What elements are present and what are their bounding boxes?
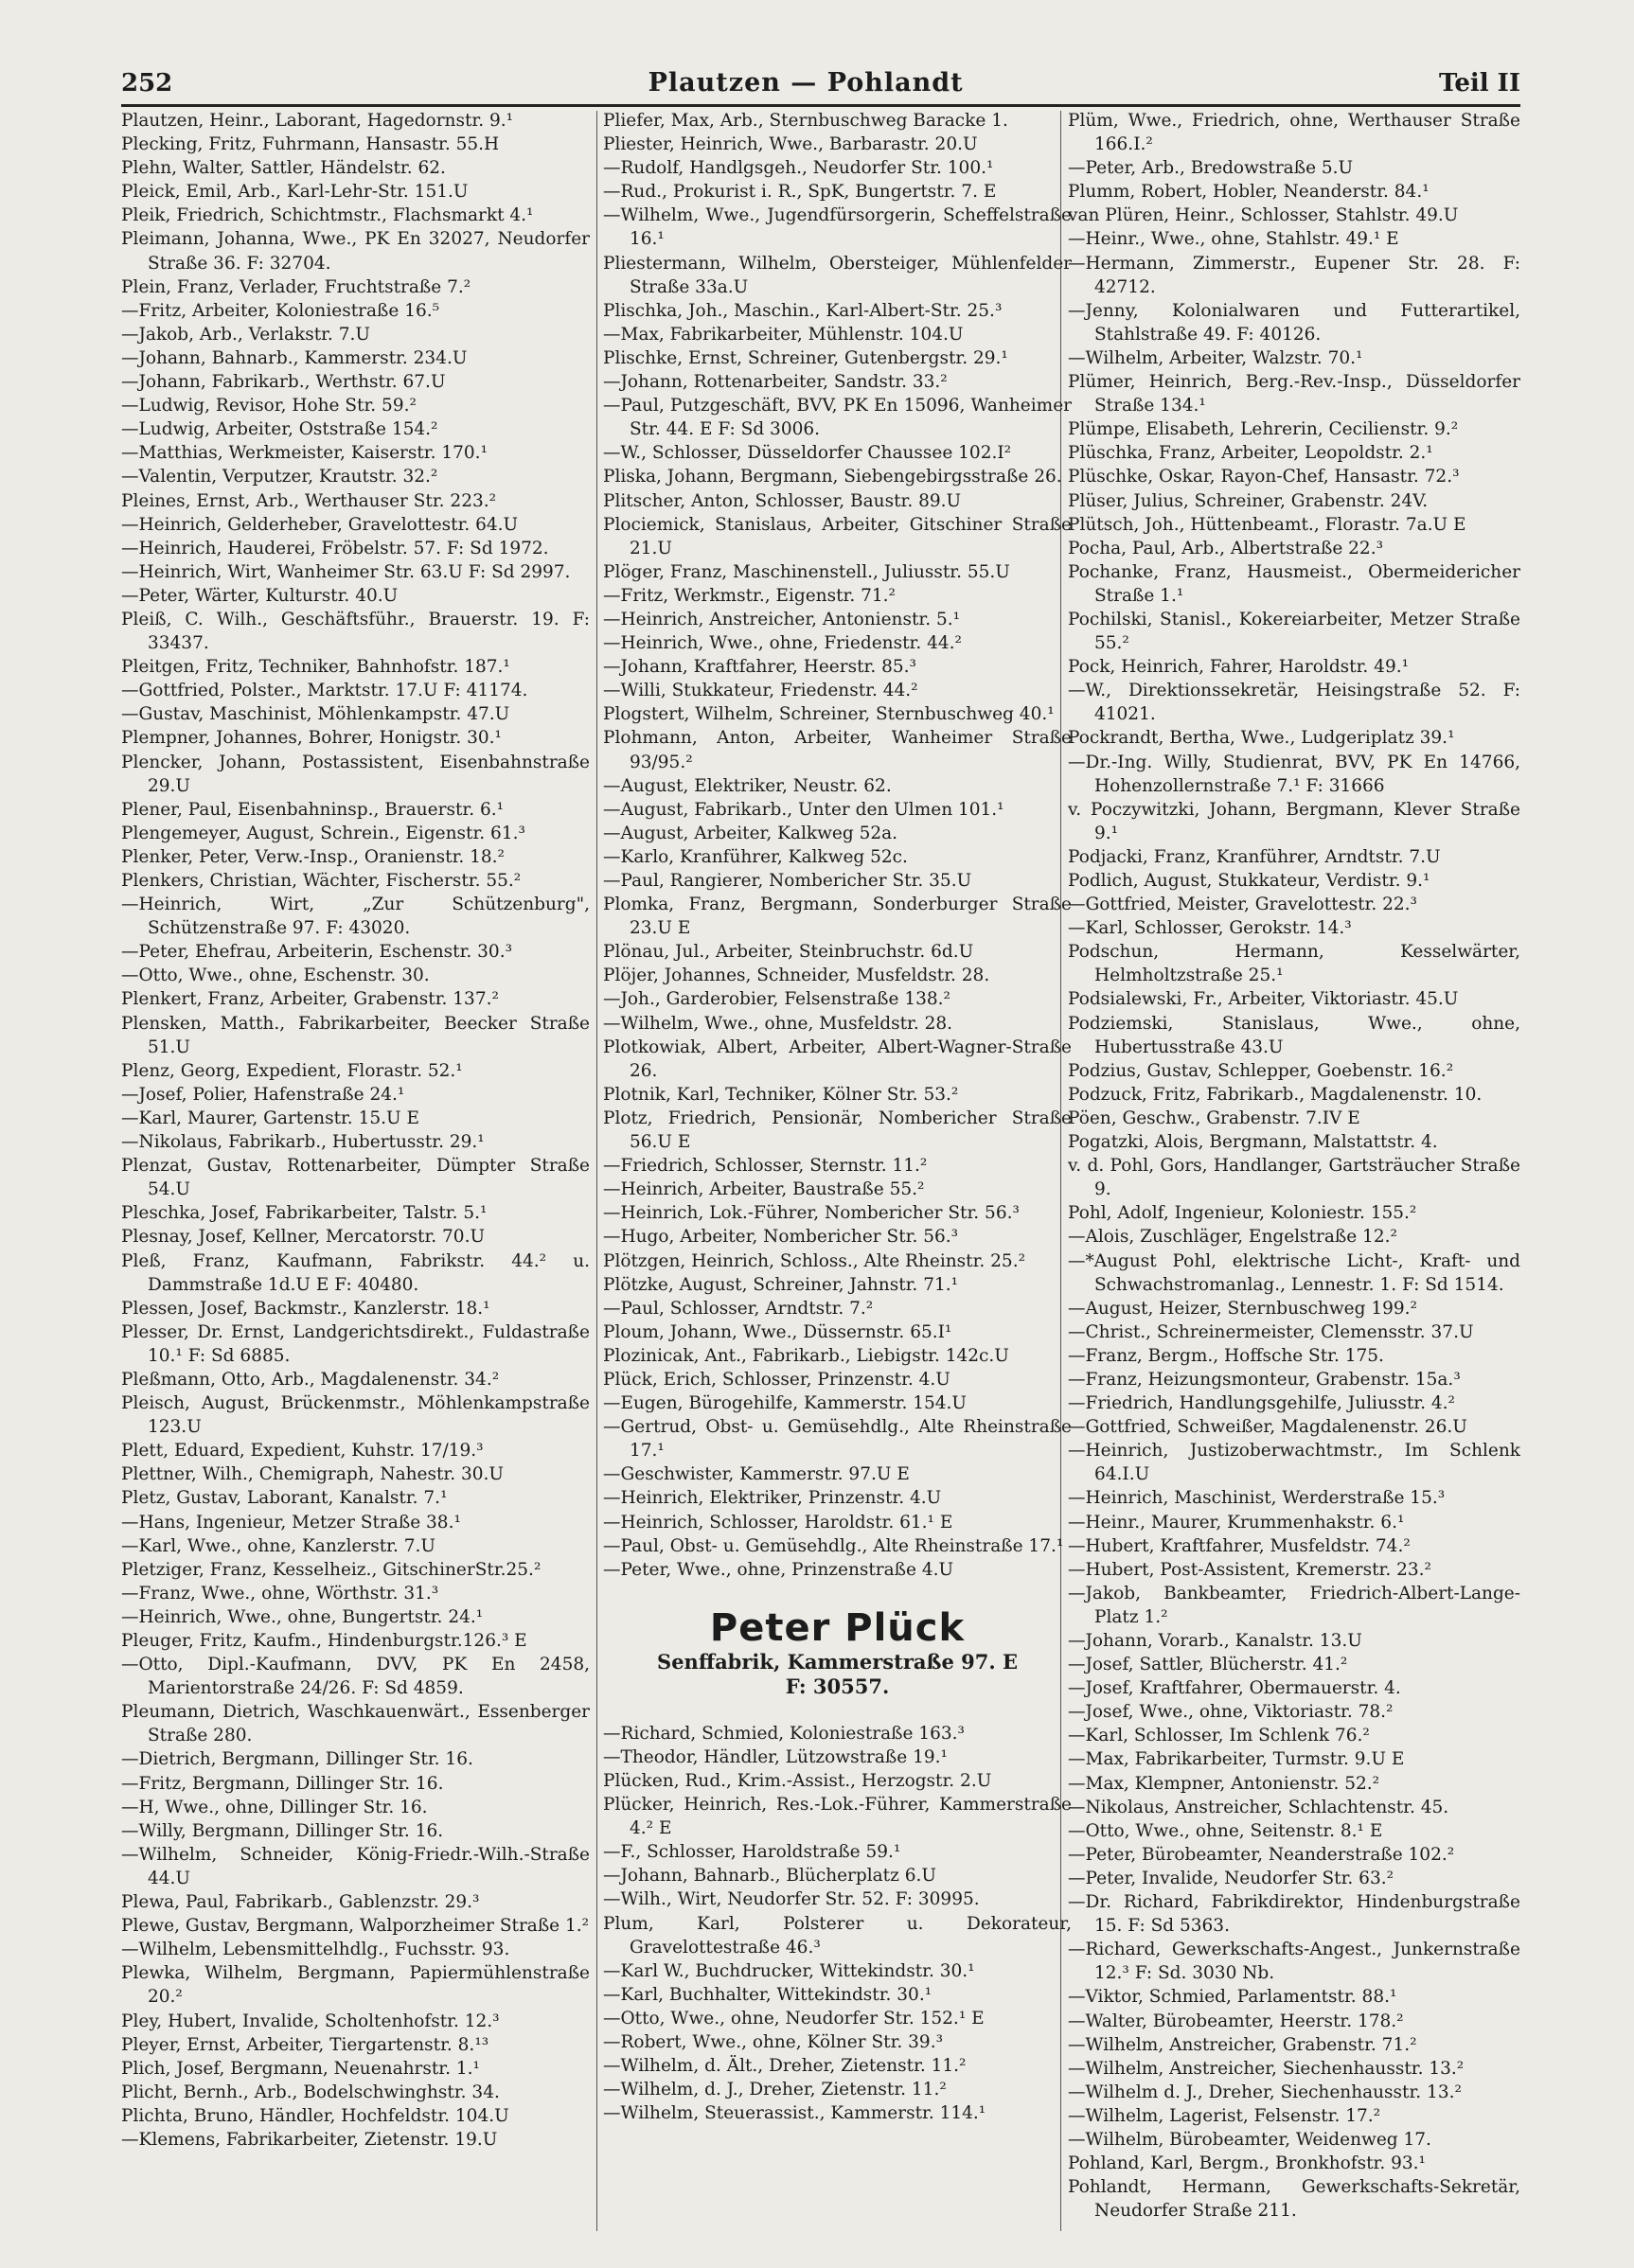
directory-entry: Pleyer, Ernst, Arbeiter, Tiergartenstr. 8.¹³ bbox=[121, 2034, 489, 2055]
directory-entry: Plümpe, Elisabeth, Lehrerin, Cecilienstr. 9.² bbox=[1068, 419, 1459, 440]
directory-entry: —Max, Klempner, Antonienstr. 52.² bbox=[1068, 1773, 1380, 1794]
directory-entry: Podlich, August, Stukkateur, Verdistr. 9.¹ bbox=[1068, 871, 1430, 891]
directory-entry: Plenkert, Franz, Arbeiter, Grabenstr. 137.² bbox=[121, 989, 499, 1010]
directory-entry: —Max, Fabrikarbeiter, Turmstr. 9.U E bbox=[1068, 1749, 1405, 1770]
directory-entry: —Matthias, Werkmeister, Kaiserstr. 170.¹ bbox=[121, 443, 488, 464]
directory-entry: —Nikolaus, Fabrikarb., Hubertusstr. 29.¹ bbox=[121, 1132, 485, 1153]
directory-entry: Pleuger, Fritz, Kaufm., Hindenburgstr.126.³ E bbox=[121, 1631, 527, 1651]
directory-entry: Plesnay, Josef, Kellner, Mercatorstr. 70.U bbox=[121, 1227, 486, 1248]
directory-entry: —Dr. Richard, Fabrikdirektor, Hindenburgstraße 15. F: Sd 5363. bbox=[1068, 1892, 1520, 1937]
directory-entry: —Walter, Bürobeamter, Heerstr. 178.² bbox=[1068, 2011, 1404, 2031]
directory-entry: —Johann, Bahnarb., Kammerstr. 234.U bbox=[121, 347, 468, 368]
directory-entry: —Josef, Kraftfahrer, Obermauerstr. 4. bbox=[1068, 1678, 1401, 1699]
directory-entry: —Wilhelm, Bürobeamter, Weidenweg 17. bbox=[1068, 2129, 1431, 2150]
directory-entry: Plenkers, Christian, Wächter, Fischerstr. 55.² bbox=[121, 871, 522, 891]
directory-entry: Pley, Hubert, Invalide, Scholtenhofstr. 12.³ bbox=[121, 2011, 500, 2031]
directory-entry: —Viktor, Schmied, Parlamentstr. 88.¹ bbox=[1068, 1987, 1397, 2008]
directory-entry: —Hugo, Arbeiter, Nombericher Str. 56.³ bbox=[603, 1227, 959, 1248]
directory-entry: Plensken, Matth., Fabrikarbeiter, Beecker Straße 51.U bbox=[121, 1013, 590, 1057]
directory-entry: —Paul, Putzgeschäft, BVV, PK En 15096, Wanheimer Str. 44. E F: Sd 3006. bbox=[603, 396, 1072, 440]
directory-entry: —Friedrich, Handlungsgehilfe, Juliusstr. 4.² bbox=[1068, 1393, 1455, 1414]
directory-entry: —Peter, Arb., Bredowstraße 5.U bbox=[1068, 158, 1354, 179]
directory-entry: —Josef, Wwe., ohne, Viktoriastr. 78.² bbox=[1068, 1702, 1394, 1723]
directory-entry: Plötzke, August, Schreiner, Jahnstr. 71.¹ bbox=[603, 1274, 959, 1295]
directory-entry: Pochilski, Stanisl., Kokereiarbeiter, Metzer Straße 55.² bbox=[1068, 609, 1520, 654]
directory-entry: Podjacki, Franz, Kranführer, Arndtstr. 7.U bbox=[1068, 846, 1441, 867]
directory-entry: Plener, Paul, Eisenbahninsp., Brauerstr. 6.¹ bbox=[121, 799, 505, 820]
directory-entry: —Rudolf, Handlgsgeh., Neudorfer Str. 100.¹ bbox=[603, 158, 994, 179]
directory-entry: —Theodor, Händler, Lützowstraße 19.¹ bbox=[603, 1746, 948, 1767]
directory-entry: —Franz, Heizungsmonteur, Grabenstr. 15a.³ bbox=[1068, 1369, 1461, 1390]
directory-entry: Plomka, Franz, Bergmann, Sonderburger Straße 23.U E bbox=[603, 895, 1072, 939]
directory-entry: Plücker, Heinrich, Res.-Lok.-Führer, Kammerstraße 4.² E bbox=[603, 1795, 1072, 1839]
directory-entry: —Josef, Polier, Hafenstraße 24.¹ bbox=[121, 1084, 405, 1105]
directory-entry: Pleiß, C. Wilh., Geschäftsführ., Brauerstr. 19. F: 33437. bbox=[121, 609, 590, 654]
directory-entry: Ploum, Johann, Wwe., Düssernstr. 65.I¹ bbox=[603, 1321, 952, 1342]
directory-entry: v. Poczywitzki, Johann, Bergmann, Klever Straße 9.¹ bbox=[1068, 799, 1520, 843]
directory-entry: Plöger, Franz, Maschinenstell., Juliusstr. 55.U bbox=[603, 561, 1010, 582]
directory-entry: —Ludwig, Revisor, Hohe Str. 59.² bbox=[121, 396, 417, 416]
directory-entry: —Johann, Vorarb., Kanalstr. 13.U bbox=[1068, 1631, 1362, 1651]
directory-entry: Plewe, Gustav, Bergmann, Walporzheimer Straße 1.² bbox=[121, 1916, 590, 1937]
directory-entry: v. d. Pohl, Gors, Handlanger, Gartsträucher Straße 9. bbox=[1068, 1156, 1520, 1200]
page-number: 252 bbox=[121, 69, 173, 97]
directory-entry: —Wilhelm, Steuerassist., Kammerstr. 114.¹ bbox=[603, 2103, 986, 2124]
directory-entry: van Plüren, Heinr., Schlosser, Stahlstr. 49.U bbox=[1068, 205, 1459, 226]
directory-entry: —Fritz, Werkmstr., Eigenstr. 71.² bbox=[603, 585, 896, 606]
directory-entry: —Heinrich, Hauderei, Fröbelstr. 57. F: Sd 1972. bbox=[121, 538, 549, 558]
directory-entry: —Heinr., Maurer, Krummenhakstr. 6.¹ bbox=[1068, 1512, 1405, 1533]
directory-entry: Plett, Eduard, Expedient, Kuhstr. 17/19.³ bbox=[121, 1441, 484, 1462]
directory-entry: Plönau, Jul., Arbeiter, Steinbruchstr. 6d.U bbox=[603, 942, 974, 963]
directory-entry: —Nikolaus, Anstreicher, Schlachtenstr. 45. bbox=[1068, 1797, 1449, 1817]
directory-entry: Plein, Franz, Verlader, Fruchtstraße 7.² bbox=[121, 276, 471, 297]
directory-entry: —Fritz, Arbeiter, Koloniestraße 16.⁵ bbox=[121, 300, 440, 321]
directory-entry: Pleimann, Johanna, Wwe., PK En 32027, Neudorfer Straße 36. F: 32704. bbox=[121, 229, 590, 274]
directory-entry: —Jakob, Arb., Verlakstr. 7.U bbox=[121, 324, 370, 345]
directory-entry: —Karl, Buchhalter, Wittekindstr. 30.¹ bbox=[603, 1984, 932, 2005]
directory-entry: —Peter, Wwe., ohne, Prinzenstraße 4.U bbox=[603, 1559, 954, 1580]
directory-entry: Plütsch, Joh., Hüttenbeamt., Florastr. 7a.U E bbox=[1068, 514, 1466, 535]
directory-entry: —W., Direktionssekretär, Heisingstraße 52. F: 41021. bbox=[1068, 681, 1520, 725]
directory-entry: Plischka, Joh., Maschin., Karl-Albert-Str. 25.³ bbox=[603, 300, 1003, 321]
directory-entry: —Richard, Gewerkschafts-Angest., Junkernstraße 12.³ F: Sd. 3030 Nb. bbox=[1068, 1940, 1520, 1984]
directory-entry: Plautzen, Heinr., Laborant, Hagedornstr. 9.¹ bbox=[121, 111, 514, 131]
directory-entry: —Peter, Wärter, Kulturstr. 40.U bbox=[121, 585, 399, 606]
directory-entry: Plum, Karl, Polsterer u. Dekorateur, Gravelottestraße 46.³ bbox=[603, 1913, 1072, 1958]
directory-entry: Pletz, Gustav, Laborant, Kanalstr. 7.¹ bbox=[121, 1488, 448, 1509]
directory-entry: Plewka, Wilhelm, Bergmann, Papiermühlenstraße 20.² bbox=[121, 1963, 590, 2008]
directory-entry: —Heinrich, Maschinist, Werderstraße 15.³ bbox=[1068, 1488, 1446, 1509]
directory-entry: —Dr.-Ing. Willy, Studienrat, BVV, PK En 14766, Hohenzollernstraße 7.¹ F: 31666 bbox=[1068, 752, 1520, 796]
directory-entry: Podzuck, Fritz, Fabrikarb., Magdalenenstr. 10. bbox=[1068, 1084, 1483, 1105]
column-2 bbox=[603, 109, 1072, 2253]
directory-entry: —Wilhelm, Anstreicher, Grabenstr. 71.² bbox=[1068, 2034, 1417, 2055]
directory-entry: Podschun, Hermann, Kesselwärter, Helmholtzstraße 25.¹ bbox=[1068, 942, 1520, 986]
header-rule bbox=[121, 104, 1520, 107]
directory-entry: —Heinrich, Gelderheber, Gravelottestr. 64.U bbox=[121, 514, 519, 535]
directory-entry: Pleick, Emil, Arb., Karl-Lehr-Str. 151.U bbox=[121, 182, 469, 203]
directory-entry: —Wilh., Wirt, Neudorfer Str. 52. F: 30995. bbox=[603, 1889, 980, 1910]
directory-entry: Pleik, Friedrich, Schichtmstr., Flachsmarkt 4.¹ bbox=[121, 205, 534, 226]
directory-entry: Plötzgen, Heinrich, Schloss., Alte Rheinstr. 25.² bbox=[603, 1250, 1025, 1271]
directory-entry: Pochanke, Franz, Hausmeist., Obermeidericher Straße 1.¹ bbox=[1068, 561, 1520, 606]
directory-entry: —Heinrich, Schlosser, Haroldstr. 61.¹ E bbox=[603, 1512, 953, 1533]
directory-entry: —Otto, Wwe., ohne, Neudorfer Str. 152.¹ E bbox=[603, 2008, 985, 2029]
directory-entry: —Karlo, Kranführer, Kalkweg 52c. bbox=[603, 846, 908, 867]
directory-entry: Pleschka, Josef, Fabrikarbeiter, Talstr. 5.¹ bbox=[121, 1203, 488, 1224]
directory-entry: Plecking, Fritz, Fuhrmann, Hansastr. 55.H bbox=[121, 134, 500, 155]
directory-entry: —Gottfried, Polster., Marktstr. 17.U F: 41174. bbox=[121, 681, 528, 701]
directory-entry: —Christ., Schreinermeister, Clemensstr. 37.U bbox=[1068, 1321, 1474, 1342]
directory-entry: Pliska, Johann, Bergmann, Siebengebirgsstraße 26. bbox=[603, 467, 1062, 487]
directory-entry: —Johann, Kraftfahrer, Heerstr. 85.³ bbox=[603, 657, 916, 678]
directory-entry: Plesser, Dr. Ernst, Landgerichtsdirekt., Fuldastraße 10.¹ F: Sd 6885. bbox=[121, 1321, 590, 1366]
directory-entry: —Heinrich, Wwe., ohne, Bungertstr. 24.¹ bbox=[121, 1606, 484, 1627]
directory-entry: —Paul, Rangierer, Nombericher Str. 35.U bbox=[603, 871, 972, 891]
directory-entry: Pohland, Karl, Bergm., Bronkhofstr. 93.¹ bbox=[1068, 2153, 1426, 2174]
directory-entry: —August, Heizer, Sternbuschweg 199.² bbox=[1068, 1298, 1417, 1319]
directory-entry: Pohlandt, Hermann, Gewerkschafts-Sekretär, Neudorfer Straße 211. bbox=[1068, 2177, 1520, 2222]
directory-entry: Plozinicak, Ant., Fabrikarb., Liebigstr. 142c.U bbox=[603, 1345, 1009, 1366]
directory-entry: —Heinrich, Elektriker, Prinzenstr. 4.U bbox=[603, 1488, 942, 1509]
directory-entry: Plischke, Ernst, Schreiner, Gutenbergstr. 29.¹ bbox=[603, 347, 1008, 368]
directory-entry: Podsialewski, Fr., Arbeiter, Viktoriastr. 45.U bbox=[1068, 989, 1459, 1010]
directory-entry: Plociemick, Stanislaus, Arbeiter, Gitschiner Straße 21.U bbox=[603, 514, 1072, 558]
directory-columns bbox=[121, 109, 1520, 2253]
directory-entry: —Heinrich, Wirt, „Zur Schützenburg", Schützenstraße 97. F: 43020. bbox=[121, 895, 590, 939]
directory-entry: —Klemens, Fabrikarbeiter, Zietenstr. 19.U bbox=[121, 2129, 498, 2150]
directory-entry: —Karl, Schlosser, Im Schlenk 76.² bbox=[1068, 1726, 1370, 1746]
directory-entry: Plettner, Wilh., Chemigraph, Nahestr. 30.U bbox=[121, 1464, 505, 1485]
directory-entry: —Wilhelm, Anstreicher, Siechenhausstr. 13.² bbox=[1068, 2058, 1465, 2079]
directory-entry: —Geschwister, Kammerstr. 97.U E bbox=[603, 1464, 910, 1485]
directory-entry: Pogatzki, Alois, Bergmann, Malstattstr. 4. bbox=[1068, 1132, 1438, 1153]
directory-entry: Pleß, Franz, Kaufmann, Fabrikstr. 44.² u. Dammstraße 1d.U E F: 40480. bbox=[121, 1250, 590, 1295]
directory-entry: Plenzat, Gustav, Rottenarbeiter, Dümpter Straße 54.U bbox=[121, 1156, 590, 1200]
directory-entry: Pleines, Ernst, Arb., Werthauser Str. 223.² bbox=[121, 490, 497, 511]
directory-entry: —Hubert, Kraftfahrer, Musfeldstr. 74.² bbox=[1068, 1535, 1411, 1556]
directory-entry: —Wilhelm, d. Ält., Dreher, Zietenstr. 11.² bbox=[603, 2056, 967, 2077]
directory-entry: —Wilhelm, Lebensmittelhdlg., Fuchsstr. 93. bbox=[121, 1940, 510, 1960]
column-divider bbox=[596, 111, 597, 2231]
directory-entry: Plengemeyer, August, Schrein., Eigenstr. 61.³ bbox=[121, 823, 525, 843]
directory-entry: Plüschka, Franz, Arbeiter, Leopoldstr. 2.¹ bbox=[1068, 443, 1433, 464]
advertisement bbox=[603, 1606, 1072, 1699]
directory-entry: Plöjer, Johannes, Schneider, Musfeldstr. 28. bbox=[603, 966, 990, 986]
directory-entry: —Ludwig, Arbeiter, Oststraße 154.² bbox=[121, 419, 438, 440]
directory-entry: —Willi, Stukkateur, Friedenstr. 44.² bbox=[603, 681, 918, 701]
directory-entry: —Heinrich, Arbeiter, Baustraße 55.² bbox=[603, 1179, 925, 1200]
directory-entry: —Max, Fabrikarbeiter, Mühlenstr. 104.U bbox=[603, 324, 964, 345]
directory-entry: —Wilhelm, d. J., Dreher, Zietenstr. 11.² bbox=[603, 2080, 947, 2100]
directory-entry: Pliester, Heinrich, Wwe., Barbarastr. 20.U bbox=[603, 134, 978, 155]
directory-entry: —Karl W., Buchdrucker, Wittekindstr. 30.¹ bbox=[603, 1960, 975, 1981]
directory-entry: —Johann, Fabrikarb., Werthstr. 67.U bbox=[121, 372, 446, 393]
directory-entry: —Karl, Schlosser, Gerokstr. 14.³ bbox=[1068, 918, 1352, 939]
directory-entry: —Paul, Schlosser, Arndtstr. 7.² bbox=[603, 1298, 874, 1319]
directory-entry: —Jakob, Bankbeamter, Friedrich-Albert-Lange-Platz 1.² bbox=[1068, 1583, 1520, 1627]
directory-entry: —Josef, Sattler, Blücherstr. 41.² bbox=[1068, 1655, 1348, 1675]
directory-entry: —Heinrich, Wirt, Wanheimer Str. 63.U F: Sd 2997. bbox=[121, 561, 571, 582]
directory-entry: —Gottfried, Meister, Gravelottestr. 22.³ bbox=[1068, 895, 1417, 915]
directory-entry: —Wilhelm, Lagerist, Felsenstr. 17.² bbox=[1068, 2105, 1381, 2126]
directory-entry: —Franz, Bergm., Hoffsche Str. 175. bbox=[1068, 1345, 1384, 1366]
directory-entry: —Willy, Bergmann, Dillinger Str. 16. bbox=[121, 1820, 444, 1841]
directory-entry: —Gertrud, Obst- u. Gemüsehdlg., Alte Rheinstraße 17.¹ bbox=[603, 1417, 1072, 1462]
directory-entry: —Wilhelm d. J., Dreher, Siechenhausstr. 13.² bbox=[1068, 2082, 1462, 2102]
directory-entry: Plümer, Heinrich, Berg.-Rev.-Insp., Düsseldorfer Straße 134.¹ bbox=[1068, 372, 1520, 416]
directory-entry: Plichta, Bruno, Händler, Hochfeldstr. 104.U bbox=[121, 2105, 509, 2126]
directory-entry: —W., Schlosser, Düsseldorfer Chaussee 102.I² bbox=[603, 443, 1012, 464]
directory-entry: —Valentin, Verputzer, Krautstr. 32.² bbox=[121, 467, 438, 487]
directory-entry: Plich, Josef, Bergmann, Neuenahrstr. 1.¹ bbox=[121, 2058, 480, 2079]
directory-entry: —Gustav, Maschinist, Möhlenkampstr. 47.U bbox=[121, 704, 510, 725]
directory-entry: —Johann, Rottenarbeiter, Sandstr. 33.² bbox=[603, 372, 948, 393]
directory-entry: Pöen, Geschw., Grabenstr. 7.IV E bbox=[1068, 1107, 1360, 1128]
directory-entry: —Alois, Zuschläger, Engelstraße 12.² bbox=[1068, 1227, 1397, 1248]
directory-entry: —Heinrich, Wwe., ohne, Friedenstr. 44.² bbox=[603, 633, 962, 654]
section-label: Teil II bbox=[1438, 69, 1520, 97]
column-3 bbox=[1068, 109, 1520, 2253]
directory-entry: Pleumann, Dietrich, Waschkauenwärt., Essenberger Straße 280. bbox=[121, 1702, 590, 1746]
directory-entry: Pohl, Adolf, Ingenieur, Koloniestr. 155.² bbox=[1068, 1203, 1417, 1224]
directory-entry: —Friedrich, Schlosser, Sternstr. 11.² bbox=[603, 1156, 928, 1177]
directory-entry: —Gottfried, Schweißer, Magdalenenstr. 26.U bbox=[1068, 1417, 1467, 1438]
directory-entry: Plotz, Friedrich, Pensionär, Nombericher Straße 56.U E bbox=[603, 1107, 1072, 1153]
directory-entry: —Heinrich, Lok.-Führer, Nombericher Str. 56.³ bbox=[603, 1203, 1020, 1224]
directory-entry: Plücken, Rud., Krim.-Assist., Herzogstr. 2.U bbox=[603, 1771, 992, 1791]
directory-entry: Plüm, Wwe., Friedrich, ohne, Werthauser Straße 166.I.² bbox=[1068, 111, 1520, 155]
directory-entry: Plitscher, Anton, Schlosser, Baustr. 89.U bbox=[603, 490, 962, 511]
directory-entry: —Richard, Schmied, Koloniestraße 163.³ bbox=[603, 1723, 965, 1744]
directory-entry: —Robert, Wwe., ohne, Kölner Str. 39.³ bbox=[603, 2032, 943, 2053]
directory-entry: —Wilhelm, Wwe., ohne, Musfeldstr. 28. bbox=[603, 1013, 953, 1034]
directory-entry: Plüschke, Oskar, Rayon-Chef, Hansastr. 72.³ bbox=[1068, 467, 1460, 487]
directory-entry: —Eugen, Bürogehilfe, Kammerstr. 154.U bbox=[603, 1393, 967, 1414]
directory-entry: —Hubert, Post-Assistent, Kremerstr. 23.² bbox=[1068, 1559, 1431, 1580]
directory-entry: —Fritz, Bergmann, Dillinger Str. 16. bbox=[121, 1773, 444, 1794]
directory-entry: Pletziger, Franz, Kesselheiz., GitschinerStr.25.² bbox=[121, 1559, 542, 1580]
directory-entry: —H, Wwe., ohne, Dillinger Str. 16. bbox=[121, 1797, 428, 1817]
directory-entry: —Peter, Bürobeamter, Neanderstraße 102.² bbox=[1068, 1844, 1455, 1865]
directory-entry: —August, Fabrikarb., Unter den Ulmen 101.¹ bbox=[603, 799, 1004, 820]
directory-entry: —Wilhelm, Schneider, König-Friedr.-Wilh.-Straße 44.U bbox=[121, 1844, 590, 1888]
directory-entry: —Wilhelm, Wwe., Jugendfürsorgerin, Scheffelstraße 16.¹ bbox=[603, 205, 1072, 250]
directory-entry: Podzius, Gustav, Schlepper, Goebenstr. 16.² bbox=[1068, 1060, 1454, 1081]
directory-entry: —Franz, Wwe., ohne, Wörthstr. 31.³ bbox=[121, 1583, 439, 1604]
directory-entry: —Hermann, Zimmerstr., Eupener Str. 28. F: 42712. bbox=[1068, 253, 1520, 297]
directory-entry: —Heinr., Wwe., ohne, Stahlstr. 49.¹ E bbox=[1068, 229, 1399, 250]
ad-phone: F: 30557. bbox=[785, 1674, 890, 1698]
directory-entry: Pleßmann, Otto, Arb., Magdalenenstr. 34.² bbox=[121, 1369, 500, 1390]
directory-entry: —Karl, Maurer, Gartenstr. 15.U E bbox=[121, 1107, 419, 1128]
directory-entry: Plempner, Johannes, Bohrer, Honigstr. 30.¹ bbox=[121, 728, 502, 749]
page-header bbox=[121, 68, 1520, 106]
directory-entry: —Otto, Wwe., ohne, Eschenstr. 30. bbox=[121, 966, 430, 986]
directory-entry: Pockrandt, Bertha, Wwe., Ludgeriplatz 39.¹ bbox=[1068, 728, 1455, 749]
directory-entry: Plencker, Johann, Postassistent, Eisenbahnstraße 29.U bbox=[121, 752, 590, 796]
directory-entry: Plenker, Peter, Verw.-Insp., Oranienstr. 18.² bbox=[121, 846, 505, 867]
directory-entry: Plumm, Robert, Hobler, Neanderstr. 84.¹ bbox=[1068, 182, 1430, 203]
directory-entry: Plohmann, Anton, Arbeiter, Wanheimer Straße 93/95.² bbox=[603, 728, 1072, 772]
directory-entry: Plotkowiak, Albert, Arbeiter, Albert-Wagner-Straße 26. bbox=[603, 1037, 1072, 1081]
directory-entry: Pleisch, August, Brückenmstr., Möhlenkampstraße 123.U bbox=[121, 1393, 590, 1438]
directory-entry: Pocha, Paul, Arb., Albertstraße 22.³ bbox=[1068, 538, 1383, 558]
directory-entry: Plehn, Walter, Sattler, Händelstr. 62. bbox=[121, 158, 446, 179]
directory-entry: Plewa, Paul, Fabrikarb., Gablenzstr. 29.³ bbox=[121, 1892, 480, 1913]
running-title: Plautzen — Pohlandt bbox=[648, 68, 964, 97]
directory-entry: Plotnik, Karl, Techniker, Kölner Str. 53.² bbox=[603, 1084, 959, 1105]
directory-entry: —Otto, Dipl.-Kaufmann, DVV, PK En 2458, Marientorstraße 24/26. F: Sd 4859. bbox=[121, 1655, 590, 1699]
directory-entry: —Paul, Obst- u. Gemüsehdlg., Alte Rheinstraße 17.¹ bbox=[603, 1535, 1064, 1556]
directory-entry: —Jenny, Kolonialwaren und Futterartikel, Stahlstraße 49. F: 40126. bbox=[1068, 300, 1520, 345]
directory-entry: —Wilhelm, Arbeiter, Walzstr. 70.¹ bbox=[1068, 347, 1363, 368]
directory-entry: —Peter, Invalide, Neudorfer Str. 63.² bbox=[1068, 1868, 1394, 1888]
directory-entry: —Rud., Prokurist i. R., SpK, Bungertstr. 7. E bbox=[603, 182, 997, 203]
directory-entry: Plück, Erich, Schlosser, Prinzenstr. 4.U bbox=[603, 1369, 950, 1390]
ad-address: Senffabrik, Kammerstraße 97. E bbox=[657, 1649, 1018, 1674]
directory-entry: —*August Pohl, elektrische Licht-, Kraft- und Schwachstromanlag., Lennestr. 1. F: Sd 1514. bbox=[1068, 1250, 1520, 1295]
directory-entry: —August, Arbeiter, Kalkweg 52a. bbox=[603, 823, 898, 843]
directory-entry: —Heinrich, Anstreicher, Antonienstr. 5.¹ bbox=[603, 609, 961, 629]
column-1 bbox=[121, 109, 590, 2253]
directory-entry: Pliestermann, Wilhelm, Obersteiger, Mühlenfelder Straße 33a.U bbox=[603, 253, 1072, 297]
ad-company-name: Peter Plück bbox=[709, 1605, 966, 1650]
directory-entry: Podziemski, Stanislaus, Wwe., ohne, Hubertusstraße 43.U bbox=[1068, 1013, 1520, 1057]
directory-entry: —August, Elektriker, Neustr. 62. bbox=[603, 775, 892, 796]
directory-entry: —Peter, Ehefrau, Arbeiterin, Eschenstr. 30.³ bbox=[121, 942, 512, 963]
directory-entry: Pleitgen, Fritz, Techniker, Bahnhofstr. 187.¹ bbox=[121, 657, 510, 678]
directory-entry: Plüser, Julius, Schreiner, Grabenstr. 24V. bbox=[1068, 490, 1429, 511]
directory-entry: —F., Schlosser, Haroldstraße 59.¹ bbox=[603, 1842, 901, 1863]
directory-entry: —Otto, Wwe., ohne, Seitenstr. 8.¹ E bbox=[1068, 1820, 1383, 1841]
directory-entry: —Johann, Bahnarb., Blücherplatz 6.U bbox=[603, 1866, 936, 1887]
directory-entry: —Heinrich, Justizoberwachtmstr., Im Schlenk 64.I.U bbox=[1068, 1441, 1520, 1485]
directory-entry: Plicht, Bernh., Arb., Bodelschwinghstr. 34. bbox=[121, 2082, 500, 2102]
directory-entry: —Hans, Ingenieur, Metzer Straße 38.¹ bbox=[121, 1512, 461, 1533]
directory-entry: Plessen, Josef, Backmstr., Kanzlerstr. 18.¹ bbox=[121, 1298, 490, 1319]
directory-entry: Pock, Heinrich, Fahrer, Haroldstr. 49.¹ bbox=[1068, 657, 1410, 678]
directory-entry: —Joh., Garderobier, Felsenstraße 138.² bbox=[603, 989, 950, 1010]
directory-entry: Pliefer, Max, Arb., Sternbuschweg Baracke 1. bbox=[603, 111, 1008, 131]
directory-entry: Plogstert, Wilhelm, Schreiner, Sternbuschweg 40.¹ bbox=[603, 704, 1055, 725]
directory-entry: —Karl, Wwe., ohne, Kanzlerstr. 7.U bbox=[121, 1535, 435, 1556]
directory-entry: —Dietrich, Bergmann, Dillinger Str. 16. bbox=[121, 1749, 473, 1770]
directory-entry: Plenz, Georg, Expedient, Florastr. 52.¹ bbox=[121, 1060, 463, 1081]
